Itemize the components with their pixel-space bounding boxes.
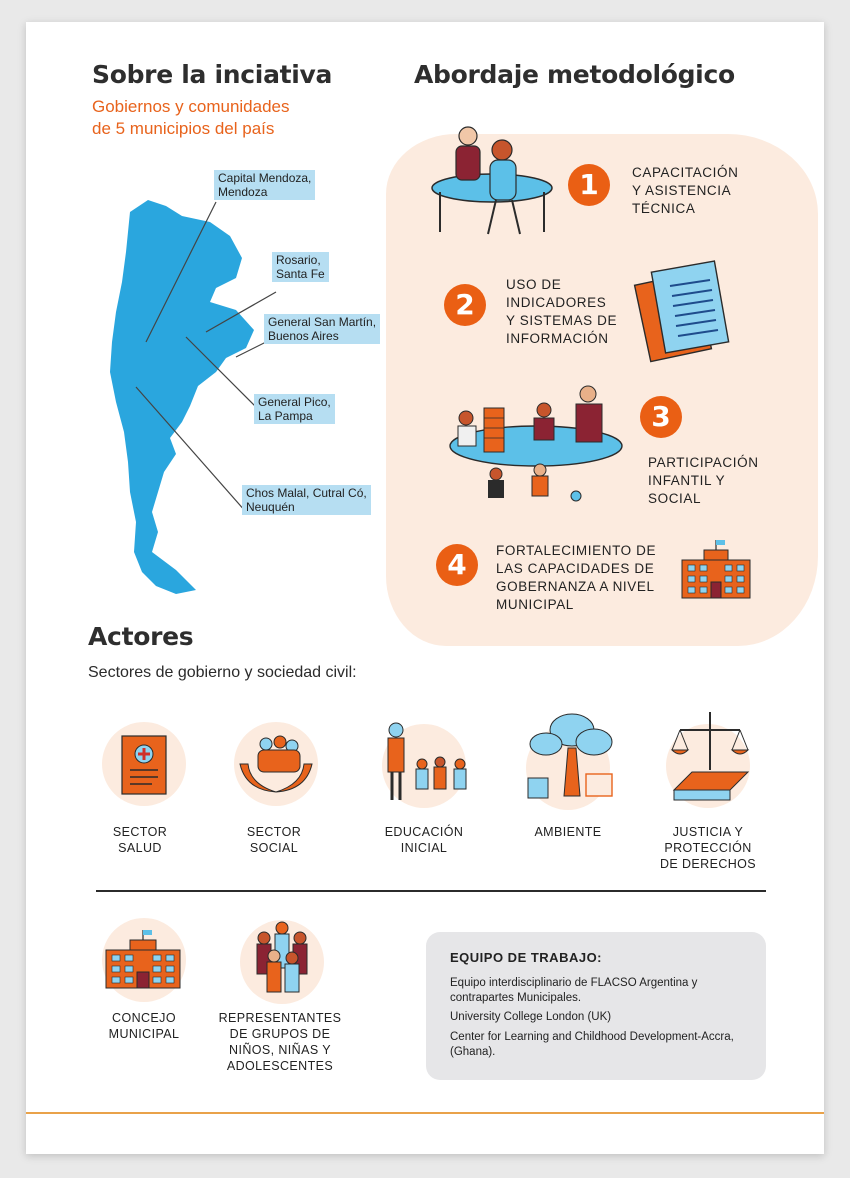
municipal-building-icon xyxy=(680,538,752,600)
team-box xyxy=(426,932,766,1080)
actors-subtitle: Sectores de gobierno y sociedad civil: xyxy=(88,664,357,681)
actor-label-social xyxy=(204,824,344,856)
community-hands-icon xyxy=(236,730,316,800)
team-member-accra xyxy=(450,1030,750,1060)
step-2-text xyxy=(506,276,617,348)
city-label-san-martin xyxy=(264,314,380,344)
step-4-text xyxy=(496,542,656,614)
step-3-text xyxy=(648,454,759,508)
actor-line: EDUCACIÓN xyxy=(384,825,464,839)
city-line: Capital Mendoza, xyxy=(218,171,312,185)
meeting-table-icon xyxy=(426,122,556,242)
actor-line: ADOLESCENTES xyxy=(226,1059,334,1073)
team-line-text: (Ghana). xyxy=(450,1046,496,1058)
city-label-rosario xyxy=(272,252,329,282)
step-line: Y SISTEMAS DE xyxy=(506,313,618,328)
city-line: Chos Malal, Cutral Có, xyxy=(246,486,367,500)
actor-label-educacion xyxy=(354,824,494,856)
step-line: CAPACITACIÓN xyxy=(632,165,739,180)
actor-line: AMBIENTE xyxy=(534,825,602,839)
tree-icon xyxy=(522,708,616,804)
city-line: Neuquén xyxy=(246,500,295,514)
actor-line: CONCEJO xyxy=(112,1011,176,1025)
step-1-text xyxy=(632,164,738,218)
actor-line: SALUD xyxy=(118,841,162,855)
children-group-icon xyxy=(248,918,318,1000)
actor-line: SECTOR xyxy=(246,825,302,839)
actor-label-ambiente xyxy=(498,824,638,840)
actor-line: SOCIAL xyxy=(249,841,299,855)
city-label-general-pico xyxy=(254,394,335,424)
step-line: Y ASISTENCIA xyxy=(632,183,732,198)
step-number-4: 4 xyxy=(436,544,478,586)
initiative-subtitle xyxy=(92,96,290,140)
actor-label-justicia xyxy=(638,824,778,872)
step-line: INFORMACIÓN xyxy=(506,331,609,346)
city-line: Mendoza xyxy=(218,185,268,199)
scales-icon xyxy=(668,710,754,802)
step-line: GOBERNANZA A NIVEL xyxy=(496,579,655,594)
actor-line: NIÑOS, NIÑAS Y xyxy=(229,1043,331,1057)
actor-line: MUNICIPAL xyxy=(108,1027,180,1041)
city-line: La Pampa xyxy=(258,409,313,423)
step-line: TÉCNICA xyxy=(632,201,696,216)
actor-line: REPRESENTANTES xyxy=(218,1011,342,1025)
actor-label-salud xyxy=(70,824,210,856)
city-line: Rosario, xyxy=(276,253,321,267)
actor-line: INICIAL xyxy=(400,841,448,855)
children-participation-icon xyxy=(446,384,622,504)
city-label-mendoza xyxy=(214,170,315,200)
team-line-text: University College London (UK) xyxy=(450,1011,612,1023)
step-number-1: 1 xyxy=(568,164,610,206)
step-line: FORTALECIMIENTO DE xyxy=(496,543,657,558)
step-number-2: 2 xyxy=(444,284,486,326)
building-icon xyxy=(104,928,182,990)
city-line: Buenos Aires xyxy=(268,329,339,343)
argentina-map-icon xyxy=(86,192,386,602)
step-line: PARTICIPACIÓN xyxy=(648,455,759,470)
actor-line: SECTOR xyxy=(112,825,168,839)
divider xyxy=(96,890,766,892)
step-line: MUNICIPAL xyxy=(496,597,574,612)
initiative-title: Sobre la inciativa xyxy=(92,60,333,89)
footer-line xyxy=(26,1112,824,1114)
health-document-icon xyxy=(120,734,168,796)
team-title: EQUIPO DE TRABAJO: xyxy=(450,950,603,965)
step-line: INDICADORES xyxy=(506,295,607,310)
step-number-3: 3 xyxy=(640,396,682,438)
team-line-text: Equipo interdisciplinario de FLACSO Argentina y xyxy=(450,977,698,989)
actor-line: DE GRUPOS DE xyxy=(229,1027,331,1041)
step-line: LAS CAPACIDADES DE xyxy=(496,561,655,576)
actor-line: PROTECCIÓN xyxy=(664,841,752,855)
actors-title: Actores xyxy=(88,622,194,651)
team-line-text: contrapartes Municipales. xyxy=(450,992,582,1004)
infographic-page xyxy=(26,22,824,1154)
step-line: SOCIAL xyxy=(648,491,702,506)
team-member-ucl xyxy=(450,1010,750,1025)
step-line: USO DE xyxy=(506,277,562,292)
family-icon xyxy=(382,720,478,804)
city-line: General San Martín, xyxy=(268,315,377,329)
documents-icon xyxy=(636,256,736,360)
subtitle-line: Gobiernos y comunidades xyxy=(92,97,290,116)
subtitle-line: de 5 municipios del país xyxy=(92,119,275,138)
methodology-title: Abordaje metodológico xyxy=(414,60,735,89)
city-label-neuquen xyxy=(242,485,371,515)
city-line: General Pico, xyxy=(258,395,331,409)
step-line: INFANTIL Y xyxy=(648,473,726,488)
team-line-text: Center for Learning and Childhood Development-Accra, xyxy=(450,1031,734,1043)
city-line: Santa Fe xyxy=(276,267,325,281)
actor-label-representantes xyxy=(210,1010,350,1074)
team-member-flacso xyxy=(450,976,750,1006)
actor-label-concejo xyxy=(74,1010,214,1042)
actor-line: JUSTICIA Y xyxy=(672,825,744,839)
actor-line: DE DERECHOS xyxy=(659,857,757,871)
